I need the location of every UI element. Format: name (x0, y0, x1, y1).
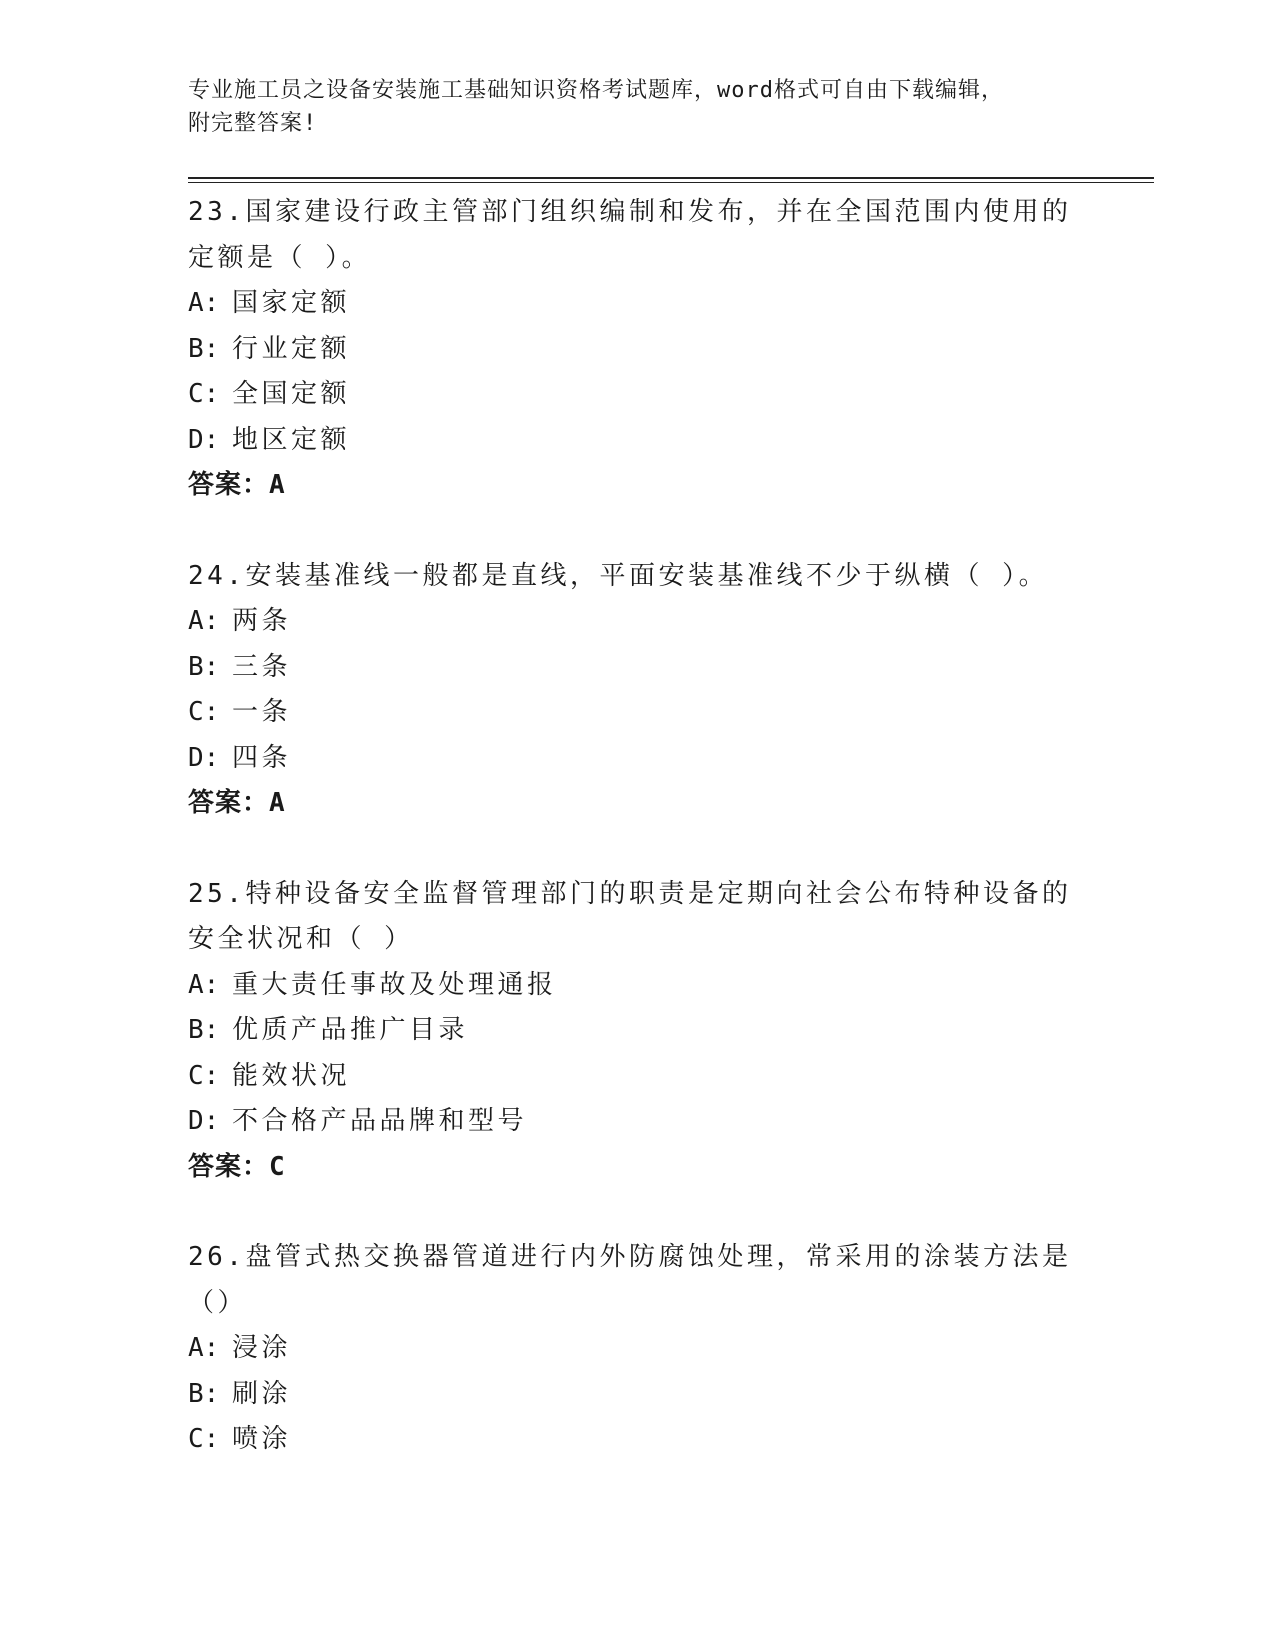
question-stem: 25.特种设备安全监督管理部门的职责是定期向社会公布特种设备的安全状况和（ ） (188, 878, 1072, 954)
option-text: 全国定额 (232, 379, 351, 409)
option-text: 刷涂 (232, 1378, 292, 1409)
option-text: 浸涂 (232, 1333, 292, 1363)
option-b (188, 645, 1088, 691)
option-b (188, 1372, 1088, 1418)
option-text: 能效状况 (232, 1060, 351, 1091)
option-c (188, 372, 1088, 418)
option-key: C: (188, 1060, 220, 1091)
option-a (188, 599, 1088, 645)
answer-line: 答案：A (188, 788, 286, 818)
option-text: 两条 (232, 606, 292, 636)
question-26 (188, 1235, 1088, 1463)
option-key: C: (188, 379, 220, 409)
question-25 (188, 872, 1088, 1191)
option-a (188, 281, 1088, 327)
question-list (188, 190, 1088, 1508)
option-text: 四条 (232, 742, 292, 773)
option-b (188, 1008, 1088, 1054)
question-stem: 26.盘管式热交换器管道进行内外防腐蚀处理，常采用的涂装方法是（） (188, 1242, 1072, 1318)
option-a (188, 963, 1088, 1009)
option-a (188, 1326, 1088, 1372)
header-divider-thick (188, 177, 1154, 179)
question-stem: 24.安装基准线一般都是直线，平面安装基准线不少于纵横（ ）。 (188, 560, 1049, 591)
option-text: 优质产品推广目录 (232, 1015, 469, 1045)
answer-line: 答案：A (188, 470, 286, 500)
option-key: B: (188, 1378, 220, 1409)
option-c (188, 1054, 1088, 1100)
option-text: 重大责任事故及处理通报 (232, 969, 557, 1000)
option-d (188, 736, 1088, 782)
option-key: B: (188, 1015, 220, 1045)
option-text: 行业定额 (232, 333, 351, 364)
header-divider-thin (188, 182, 1154, 183)
option-d (188, 1099, 1088, 1145)
option-key: C: (188, 1424, 220, 1454)
option-text: 三条 (232, 651, 292, 682)
option-text: 不合格产品品牌和型号 (232, 1106, 528, 1136)
option-key: D: (188, 742, 220, 773)
option-key: A: (188, 606, 220, 636)
option-c (188, 1417, 1088, 1463)
option-key: D: (188, 1106, 220, 1136)
option-text: 国家定额 (232, 288, 351, 318)
document-header (188, 74, 1068, 140)
question-stem: 23.国家建设行政主管部门组织编制和发布，并在全国范围内使用的定额是（ ）。 (188, 197, 1072, 273)
question-23 (188, 190, 1088, 509)
option-key: A: (188, 969, 220, 1000)
option-text: 地区定额 (232, 424, 351, 455)
header-line-2: 附完整答案! (188, 111, 318, 136)
answer-line: 答案：C (188, 1151, 286, 1182)
option-d (188, 418, 1088, 464)
option-c (188, 690, 1088, 736)
option-text: 喷涂 (232, 1424, 292, 1454)
question-24 (188, 554, 1088, 827)
header-line-1: 专业施工员之设备安装施工基础知识资格考试题库，word格式可自由下载编辑， (188, 78, 1004, 103)
option-text: 一条 (232, 697, 292, 727)
option-b (188, 327, 1088, 373)
option-key: C: (188, 697, 220, 727)
option-key: A: (188, 1333, 220, 1363)
option-key: B: (188, 651, 220, 682)
option-key: D: (188, 424, 220, 455)
option-key: A: (188, 288, 220, 318)
option-key: B: (188, 333, 220, 364)
